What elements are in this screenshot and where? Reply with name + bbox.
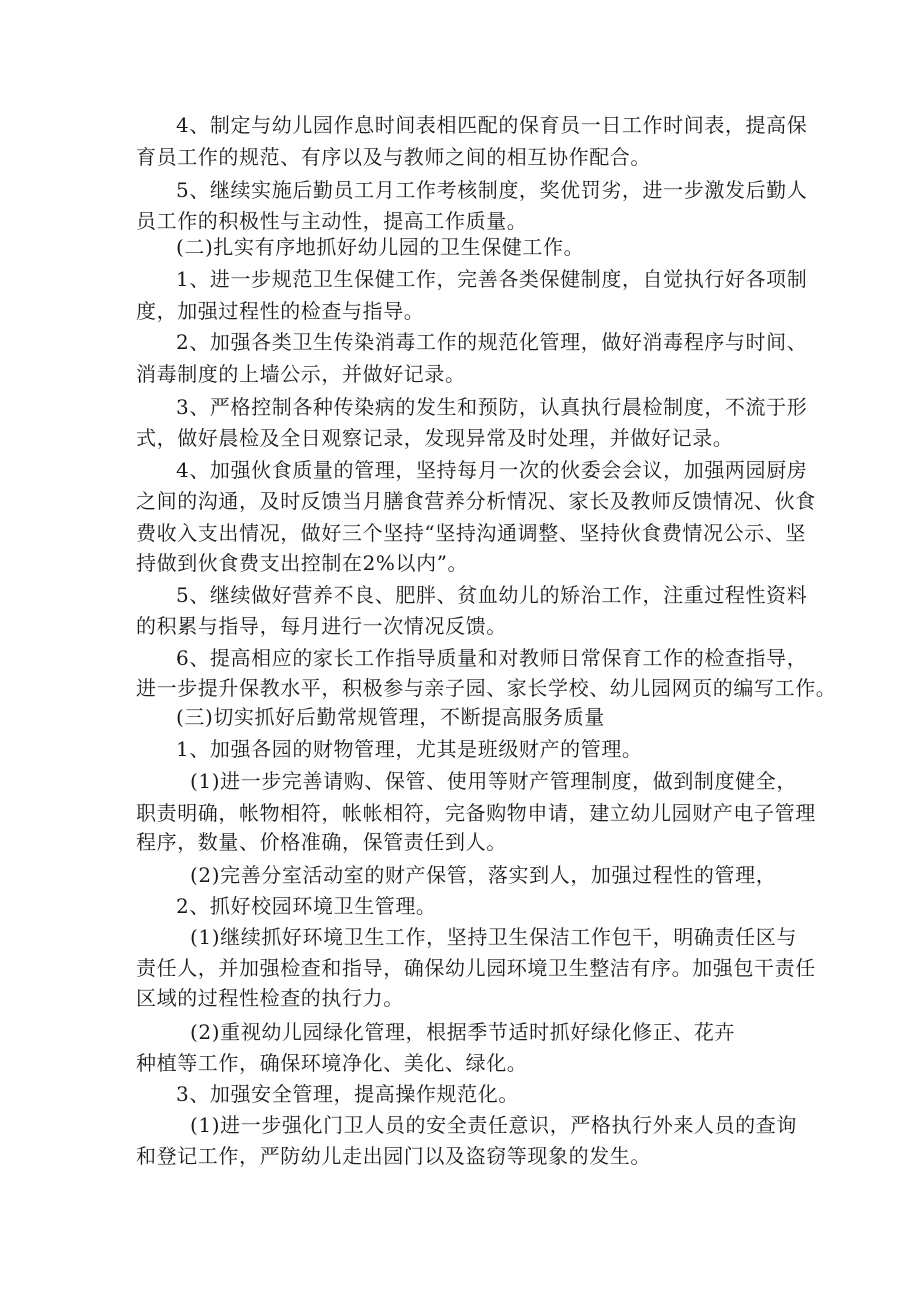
text-line: 2、加强各类卫生传染消毒工作的规范化管理，做好消毒程序与时间、 xyxy=(176,330,808,354)
text-line: 度，加强过程性的检查与指导。 xyxy=(136,299,425,323)
text-line: 责任人，并加强检查和指导，确保幼儿园环境卫生整洁有序。加强包干责任 xyxy=(136,956,816,980)
text-line: 程序，数量、价格准确，保管责任到人。 xyxy=(136,830,507,854)
text-line: 5、继续做好营养不良、肥胖、贫血幼儿的矫治工作，注重过程性资料 xyxy=(176,583,808,607)
text-line: 的积累与指导，每月进行一次情况反馈。 xyxy=(136,614,507,638)
text-line: 4、制定与幼儿园作息时间表相匹配的保育员一日工作时间表，提高保 xyxy=(176,113,808,137)
text-line: 进一步提升保教水平，积极参与亲子园、家长学校、幼儿园网页的编写工作。 xyxy=(136,676,837,700)
text-line: 1、加强各园的财物管理，尤其是班级财产的管理。 xyxy=(176,737,643,761)
text-line: 种植等工作，确保环境净化、美化、绿化。 xyxy=(136,1051,528,1075)
text-line: 育员工作的规范、有序以及与教师之间的相互协作配合。 xyxy=(136,145,651,169)
text-line: 式，做好晨检及全日观察记录，发现异常及时处理，并做好记录。 xyxy=(136,426,734,450)
text-line: 3、加强安全管理，提高操作规范化。 xyxy=(176,1082,519,1106)
text-line: 之间的沟通，及时反馈当月膳食营养分析情况、家长及教师反馈情况、伙食 xyxy=(136,489,816,513)
section-heading: (三)切实抓好后勤常规管理，不断提高服务质量 xyxy=(176,705,605,729)
text-line: (2)重视幼儿园绿化管理，根据季节适时抓好绿化修正、花卉 xyxy=(190,1020,736,1044)
text-line: (2)完善分室活动室的财产保管，落实到人，加强过程性的管理， xyxy=(190,863,777,887)
text-line: 5、继续实施后勤员工月工作考核制度，奖优罚劣，进一步激发后勤人 xyxy=(176,178,808,202)
text-line: (1)进一步完善请购、保管、使用等财产管理制度，做到制度健全， xyxy=(190,769,797,793)
text-line: 和登记工作，严防幼儿走出园门以及盗窃等现象的发生。 xyxy=(136,1144,651,1168)
text-line: 费收入支出情况，做好三个坚持“坚持沟通调整、坚持伙食费情况公示、坚 xyxy=(136,521,807,545)
text-line: (1)进一步强化门卫人员的安全责任意识，严格执行外来人员的查询 xyxy=(190,1113,797,1137)
text-line: (1)继续抓好环境卫生工作，坚持卫生保洁工作包干，明确责任区与 xyxy=(190,925,797,949)
text-line: 员工作的积极性与主动性，提高工作质量。 xyxy=(136,209,528,233)
text-line: 1、进一步规范卫生保健工作，完善各类保健制度，自觉执行好各项制 xyxy=(176,267,808,291)
text-line: 持做到伙食费支出控制在2%以内”。 xyxy=(136,551,469,575)
text-line: 职责明确，帐物相符，帐帐相符，完备购物申请，建立幼儿园财产电子管理 xyxy=(136,801,816,825)
text-line: 3、严格控制各种传染病的发生和预防，认真执行晨检制度，不流于形 xyxy=(176,395,808,419)
section-heading: (二)扎实有序地抓好幼儿园的卫生保健工作。 xyxy=(176,235,585,259)
text-line: 6、提高相应的家长工作指导质量和对教师日常保育工作的检查指导， xyxy=(176,646,808,670)
text-line: 消毒制度的上墙公示，并做好记录。 xyxy=(136,362,466,386)
text-line: 区域的过程性检查的执行力。 xyxy=(136,986,404,1010)
text-line: 2、抓好校园环境卫生管理。 xyxy=(176,894,437,918)
text-line: 4、加强伙食质量的管理，坚持每月一次的伙委会会议，加强两园厨房 xyxy=(176,458,808,482)
